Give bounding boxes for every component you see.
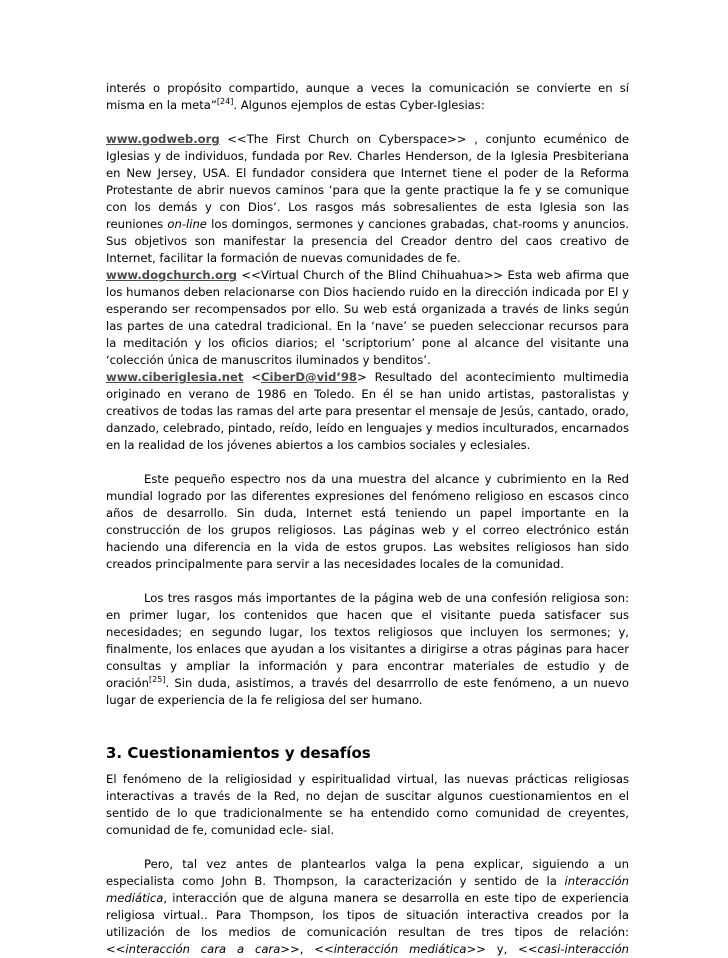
paragraph-italic: <<casi-interacción [518, 942, 630, 956]
paragraph-text: Los tres rasgos más importantes de la página web de una confesión religiosa son: en primer lugar, los contenidos que hacen que el visitante pueda satisfacer sus necesidades; en segundo lugar, los textos religiosos que incluyen los sermones; y, finalmente, los enlaces que ayudan a los visitantes a dirigirse a otras páginas para hacer consultas y ampliar la información y para encontrar materiales de estudio y de oración [106, 591, 629, 690]
link-ciberiglesia[interactable]: www.ciberiglesia.net [106, 370, 244, 384]
paragraph-italic: <<interacción mediática>> [314, 942, 486, 956]
paragraph-features [106, 590, 629, 709]
paragraph-text: , interacción que de alguna manera se desarrolla en este tipo de experiencia religiosa virtual.. Para Thompson, los tipos de situación interactiva creados por la utilización de los medios de comunicación resultan de tres tipos de relación: [106, 891, 629, 939]
entry-text: <<Virtual Church of the Blind Chihuahua>> Esta web afirma que los humanos deben relacionarse con Dios haciendo ruido en la dirección indicada por El y esperando ser recompensados por ello. Su web está organizada a través de links según las partes de una catedral tradicional. En la ‘nave’ se pueden seleccionar recursos para la meditación y los oficios diarios; el ‘scriptorium’ pone al alcance del visitante una ‘colección única de manuscritos iluminados y benditos’. [106, 268, 629, 367]
paragraph-italic: <<interacción cara a cara>> [106, 942, 300, 956]
entry-ciberiglesia [106, 369, 629, 454]
link-godweb[interactable]: www.godweb.org [106, 132, 220, 146]
paragraph-text: Pero, tal vez antes de plantearlos valga la pena explicar, siguiendo a un especialista como John B. Thompson, la caracterización y sentido de la [106, 857, 629, 888]
paragraph-spectrum: Este pequeño espectro nos da una muestra del alcance y cubrimiento en la Red mundial logrado por las diferentes expresiones del fenómeno religioso en escasos cinco años de desarrollo. Sin duda, Internet está teniendo un papel importante en la construcción de los grupos religiosos. Las páginas web y el correo electrónico están haciendo una diferencia en la vida de estos grupos. Las websites religiosos han sido creados principalmente para servir a las necesidades locales de la comunidad. [106, 472, 629, 571]
paragraph-phenomenon: El fenómeno de la religiosidad y espiritualidad virtual, las nuevas prácticas religiosas interactivas a través de la Red, no dejan de suscitar algunos cuestionamientos en el sentido de lo que tradicionalmente se ha entendido como comunidad de creyentes, comunidad de fe, comunidad ecle- sial. [106, 772, 629, 837]
footnote-ref-25[interactable]: [25] [149, 675, 166, 684]
paragraph-text: interés o propósito compartido, aunque a veces la comunicación se convierte en sí misma en la meta” [106, 81, 629, 112]
section-heading: 3. Cuestionamientos y desafíos [106, 744, 371, 762]
footnote-ref-24[interactable]: [24] [216, 97, 234, 106]
document-page [106, 80, 629, 958]
paragraph-text: . Algunos ejemplos de estas Cyber-Iglesias: [233, 98, 485, 112]
entry-text: los domingos, sermones y canciones grabadas, chat-rooms y anuncios. Sus objetivos son manifestar la presencia del Creador dentro del caos creativo de Internet, facilitar la formación de nuevas comunidades de fe. [106, 217, 629, 265]
entry-godweb [106, 131, 629, 267]
paragraph-text: y, [485, 942, 519, 956]
paragraph-italic: interacción mediática [106, 874, 629, 905]
paragraph-text: . Sin duda, asistimos, a través del desarrrollo de este fenómeno, a un nuevo lugar de experiencia de la fe religiosa del ser humano. [106, 676, 629, 707]
paragraph-text: , [299, 942, 315, 956]
entry-dogchurch [106, 267, 629, 369]
link-ciberdavid[interactable]: CiberD@vid’98 [261, 370, 357, 384]
entry-text: <<The First Church on Cyberspace>> , conjunto ecuménico de Iglesias y de individuos, fundada por Rev. Charles Henderson, de la Iglesia Presbiteriana en New Jersey, USA. El fundador considera que Internet tiene el poder de la Reforma Protestante de abrir nuevos caminos ‘para que la gente practique la fe y se comunique con los demás y con Dios’. Los rasgos más sobresalientes de esta Iglesia son las reuniones [106, 132, 629, 231]
link-dogchurch[interactable]: www.dogchurch.org [106, 268, 237, 282]
entry-text: < [243, 370, 262, 384]
entry-text: > Resultado del acontecimiento multimedia originado en verano de 1986 en Toledo. En él se han unido artistas, pastoralistas y creativos de todas las ramas del arte para presentar el mensaje de Jesús, cantado, orado, danzado, celebrado, pintado, reído, leído en lenguajes y medios inculturados, encarnados en la realidad de los jóvenes abiertos a los cambios sociales y eclesiales. [106, 370, 629, 452]
paragraph-intro [106, 80, 629, 114]
entry-italic: on-line [167, 217, 207, 231]
